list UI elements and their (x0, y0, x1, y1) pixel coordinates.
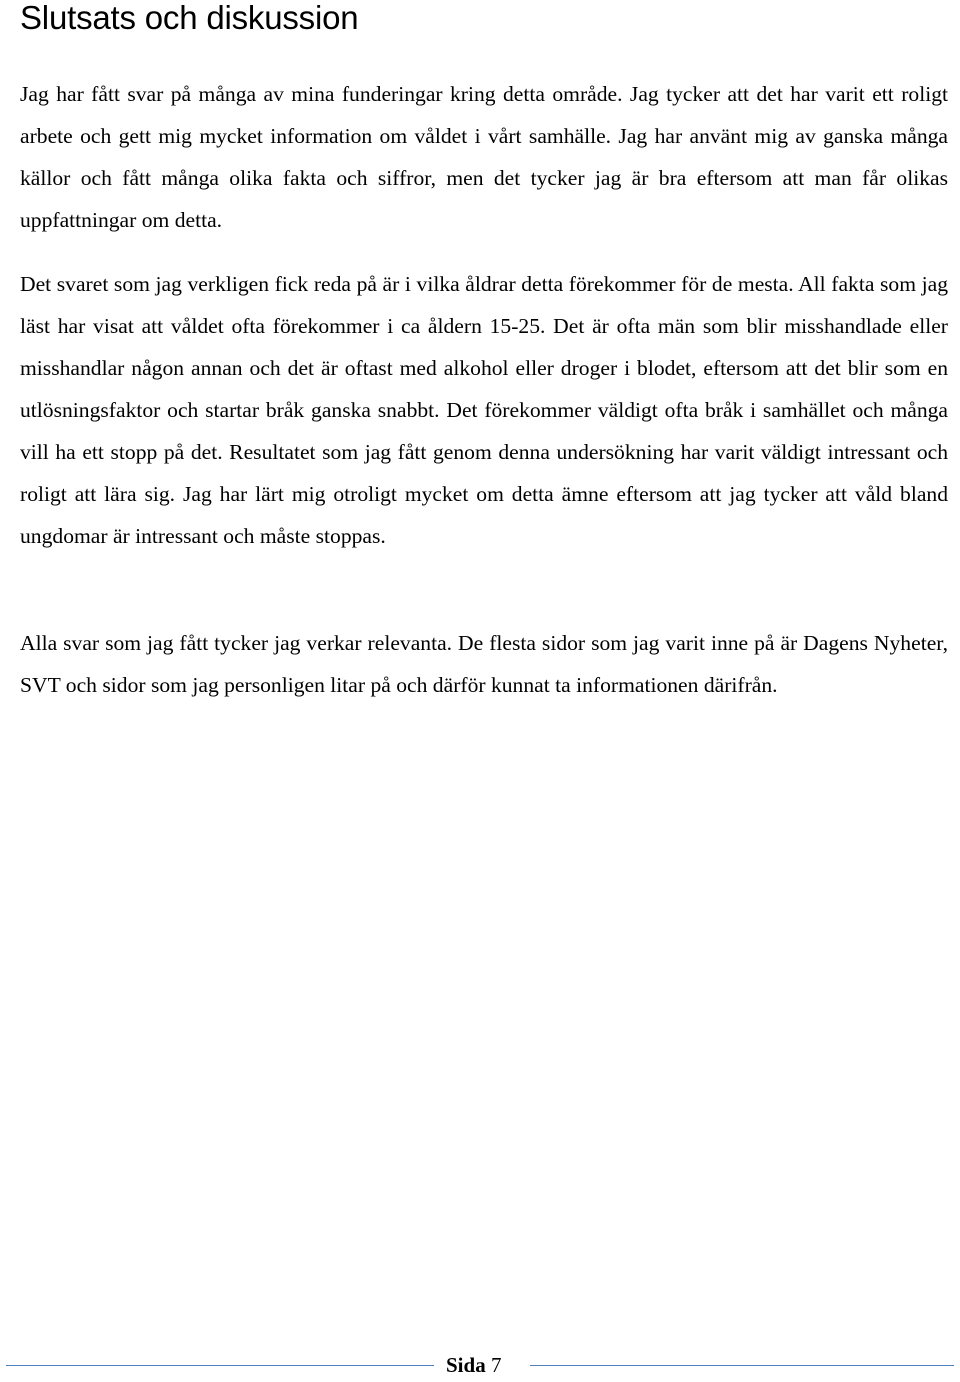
paragraph-sources: Alla svar som jag fått tycker jag verkar relevanta. De flesta sidor som jag varit inne på är Dagens Nyheter, SVT och sidor som jag personligen litar på och därför kunnat ta informationen därifrån. (20, 631, 948, 697)
footer-rule-right (530, 1365, 954, 1366)
page-number (446, 1352, 501, 1378)
page-number-value: 7 (490, 1353, 502, 1377)
page-label: Sida (446, 1353, 486, 1377)
section-heading: Slutsats och diskussion (20, 0, 359, 36)
paragraph-intro: Jag har fått svar på många av mina funderingar kring detta område. Jag tycker att det har varit ett roligt arbete och gett mig mycket information om våldet i vårt samhälle. Jag har använt mig av ganska många källor och fått många olika fakta och siffror, men det tycker jag är bra eftersom att man får olikas uppfattningar om detta. (20, 82, 948, 232)
page-footer (0, 1348, 960, 1382)
paragraph-findings: Det svaret som jag verkligen fick reda på är i vilka åldrar detta förekommer för de mesta. All fakta som jag läst har visat att våldet ofta förekommer i ca åldern 15-25. Det är ofta män som blir misshandlade eller misshandlar någon annan och det är oftast med alkohol eller droger i blodet, eftersom att det blir som en utlösningsfaktor och startar bråk ganska snabbt. Det förekommer väldigt ofta bråk i samhället och många vill ha ett stopp på det. Resultatet som jag fått genom denna undersökning har varit väldigt intressant och roligt att lära sig. Jag har lärt mig otroligt mycket om detta ämne eftersom att jag tycker att våld bland ungdomar är intressant och måste stoppas. (20, 272, 948, 548)
footer-rule-left (6, 1365, 434, 1366)
